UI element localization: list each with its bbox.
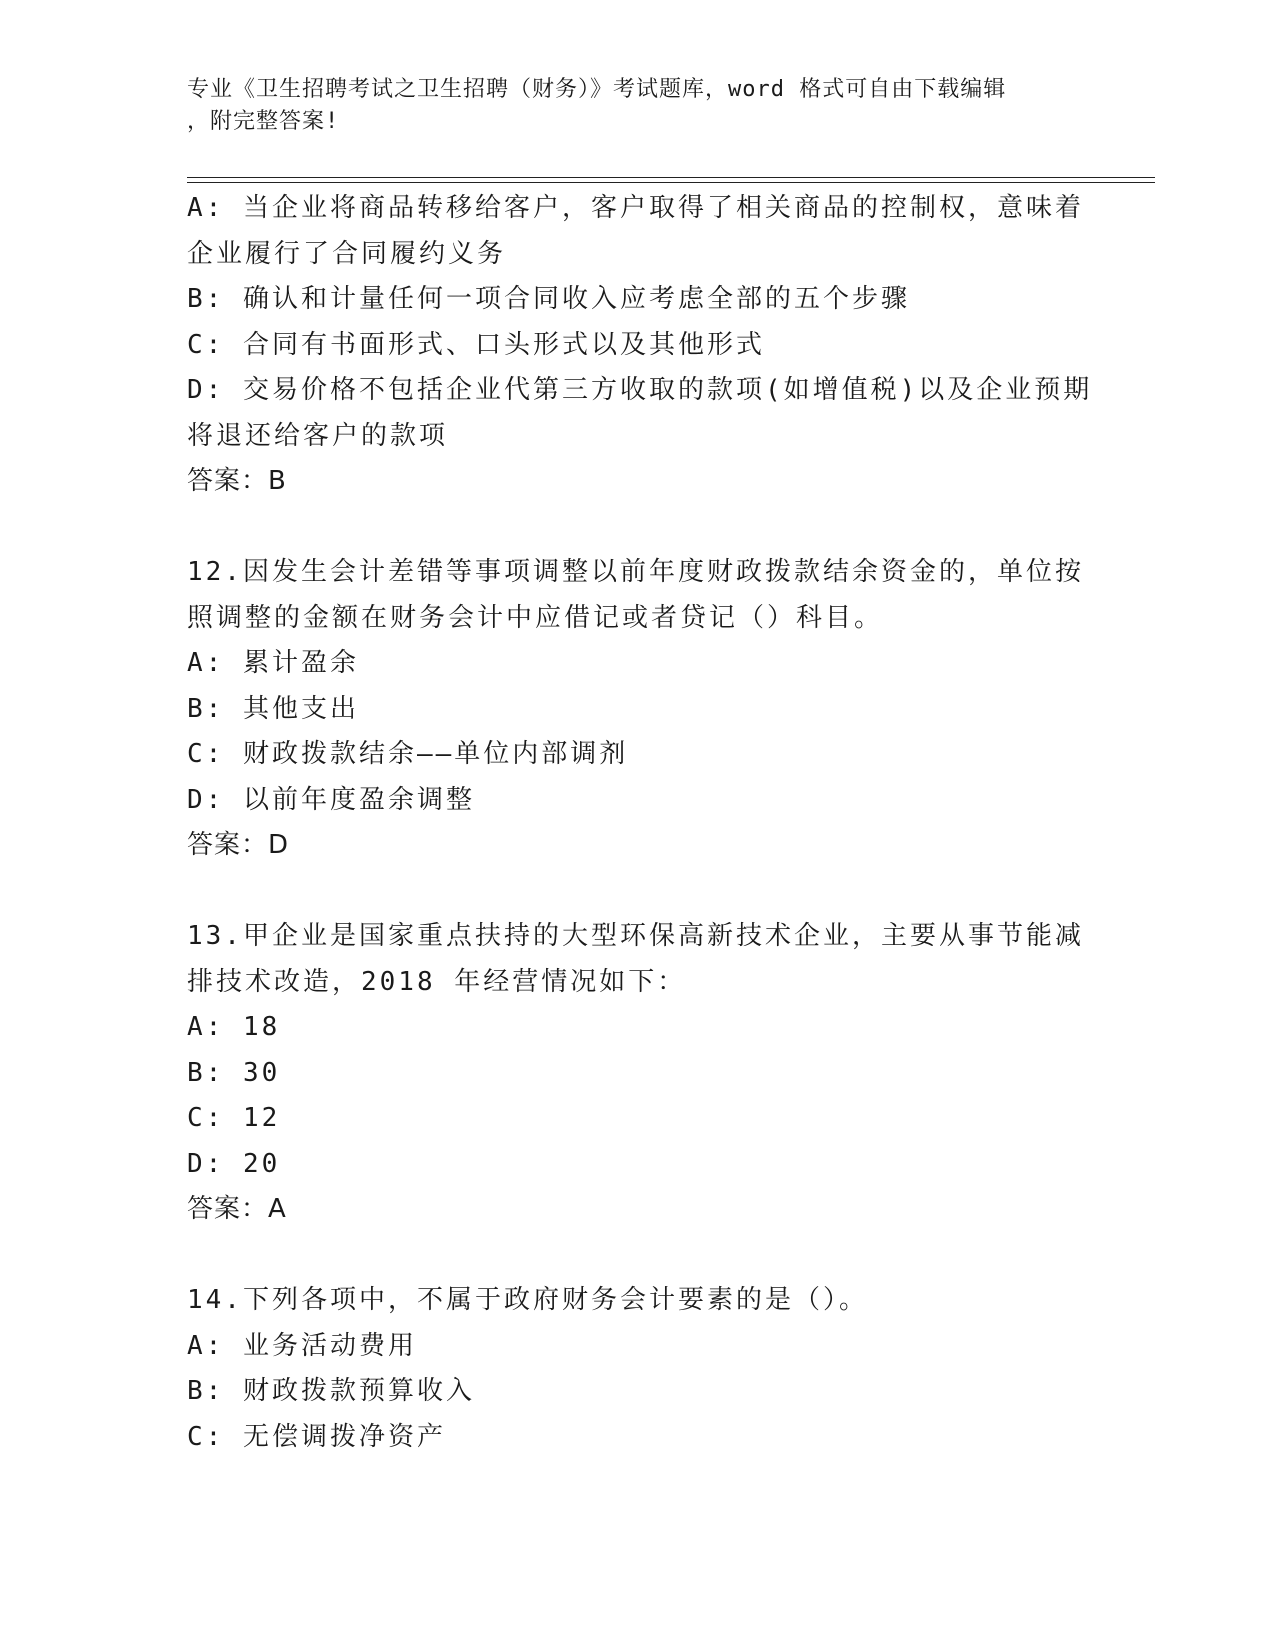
option-a-line-1: A: 当企业将商品转移给客户，客户取得了相关商品的控制权，意味着	[187, 193, 1084, 223]
option-d: D: 以前年度盈余调整	[187, 784, 475, 815]
spacer	[187, 505, 1087, 551]
question-13	[187, 914, 1087, 1233]
option-c: C: 财政拨款结余——单位内部调剂	[187, 739, 629, 769]
header-rule-bottom	[187, 182, 1155, 183]
question-11	[187, 186, 1093, 505]
option-d: D: 20	[187, 1148, 281, 1179]
option-d-line-2: 将退还给客户的款项	[187, 420, 449, 451]
question-stem-line-1: 12.因发生会计差错等事项调整以前年度财政拨款结余资金的，单位按	[187, 557, 1084, 587]
header-line-1: 专业《卫生招聘考试之卫生招聘（财务）》考试题库，word 格式可自由下载编辑	[187, 77, 1007, 102]
spacer	[187, 1233, 1087, 1279]
option-c: C: 合同有书面形式、口头形式以及其他形式	[187, 329, 765, 360]
option-a: A: 累计盈余	[187, 648, 359, 678]
question-stem-line-1: 13.甲企业是国家重点扶持的大型环保高新技术企业，主要从事节能减	[187, 921, 1084, 951]
option-b: B: 30	[187, 1057, 281, 1088]
question-14	[187, 1278, 1087, 1460]
header-line-2: ，附完整答案!	[187, 109, 340, 134]
question-list	[187, 186, 1093, 1460]
option-d-line-1: D: 交易价格不包括企业代第三方收取的款项(如增值税)以及企业预期	[187, 375, 1093, 405]
option-b: B: 其他支出	[187, 693, 359, 724]
option-a: A: 18	[187, 1012, 281, 1042]
header-rule-top	[187, 177, 1155, 178]
option-a-line-2: 企业履行了合同履约义务	[187, 238, 507, 269]
option-c: C: 12	[187, 1103, 281, 1133]
document-header	[187, 74, 1087, 138]
answer: 答案：B	[187, 466, 287, 496]
option-a: A: 业务活动费用	[187, 1330, 417, 1361]
answer: 答案：D	[187, 830, 290, 860]
question-stem-line-1: 14.下列各项中，不属于政府财务会计要素的是（）。	[187, 1285, 868, 1315]
question-stem-line-2: 排技术改造，2018 年经营情况如下：	[187, 966, 687, 997]
option-b: B: 确认和计量任何一项合同收入应考虑全部的五个步骤	[187, 284, 910, 314]
answer: 答案：A	[187, 1194, 287, 1224]
spacer	[187, 869, 1087, 915]
option-b: B: 财政拨款预算收入	[187, 1376, 475, 1406]
question-12	[187, 550, 1087, 869]
question-stem-line-2: 照调整的金额在财务会计中应借记或者贷记（）科目。	[187, 602, 884, 633]
option-c: C: 无偿调拨净资产	[187, 1421, 446, 1452]
